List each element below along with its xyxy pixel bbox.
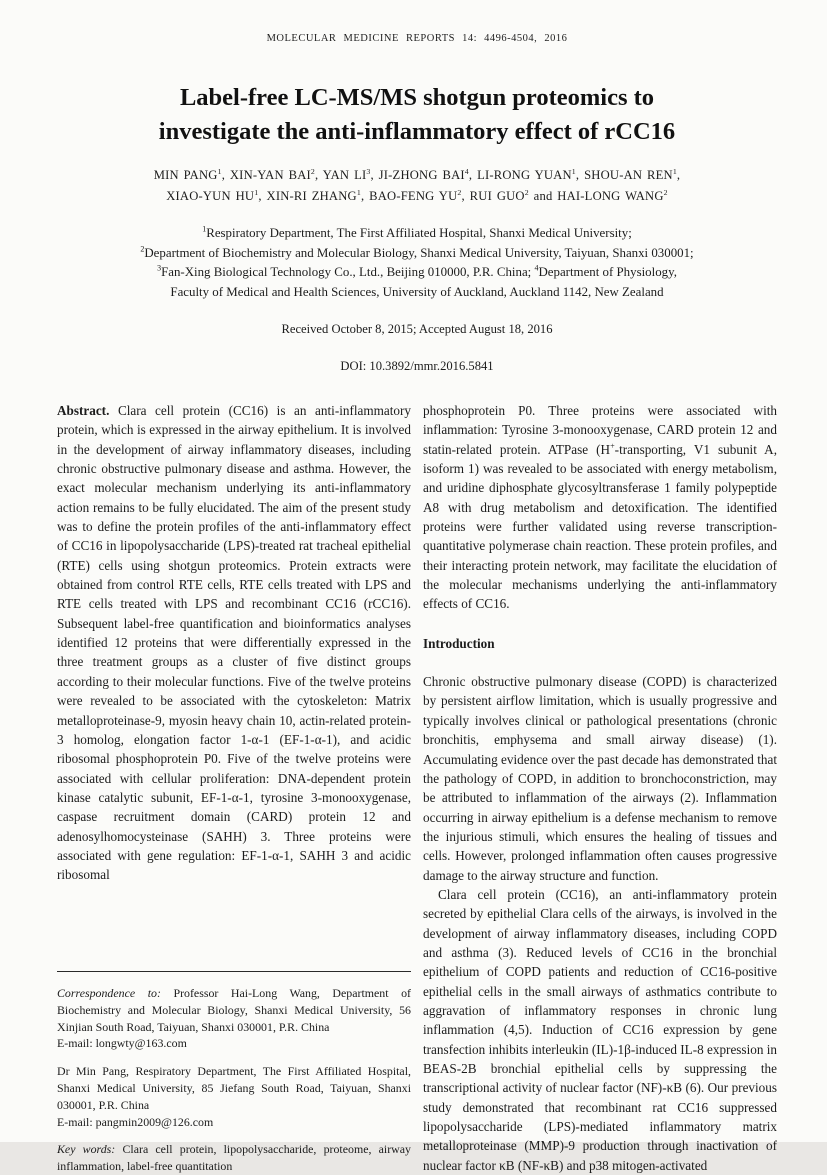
affiliation-line-4: Faculty of Medical and Health Sciences, University of Auckland, Auckland 1142, New Zealand: [170, 284, 664, 299]
introduction-paragraph-1: Chronic obstructive pulmonary disease (COPD) is characterized by persistent airflow limitation, which is usually progressive and typically involves clinical or pathological presentations (chronic bronchitis, emphysema and small airway disease) (1). Accumulating evidence over the past decade has demonstrated that the pathology of COPD, in addition to bronchoconstriction, may be attributed to inflammation of the airways (2). Inflammation occurring in airway epithelium is a defense mechanism to remove the injurious stimuli, which ensures the healing of tissues and cells. However, prolonged inflammation often causes progressive damage to the airway structure and function.: [423, 674, 777, 883]
abstract-left-column: Abstract. Clara cell protein (CC16) is an anti-inflammatory protein, which is expressed in the airway epithelium. It is involved in the development of airway inflammatory diseases, including chronic obstructive pulmonary disease and asthma. However, the exact molecular mechanism underlying its anti-inflammatory action remains to be fully elucidated. The aim of the present study was to define the protein profiles of the anti-inflammatory effect of CC16 in lipopolysaccharide (LPS)-treated rat tracheal epithelial (RTE) cells using shotgun proteomics. Protein extracts were obtained from control RTE cells, RTE cells treated with LPS and RTE cells treated with LPS and recombinant CC16 (rCC16). Subsequent label-free quantification and bioinformatics analyses identified 12 proteins that were differentially expressed in the three treatment groups as a cluster of five distinct groups according to their molecular functions. Five of the twelve proteins were revealed to be associated with the cytoskeleton: Matrix metalloproteinase-9, myosin heavy chain 10, actin-related protein-3 homolog, elongation factor 1-α-1 (EF-1-α-1), and acidic ribosomal phosphoprotein P0. Five of the twelve proteins were associated with cellular proliferation: DNA-dependent protein kinase catalytic subunit, EF-1-α-1, tyrosine 3-monooxygenase, caspase recruitment domain (CARD) protein 12 and adenosylhomocysteinase (SAHH) 3. Three proteins were associated with gene regulation: EF-1-α-1, SAHH 3 and acidic ribosomal: [57, 403, 411, 883]
author-list: [57, 165, 777, 207]
introduction-heading: Introduction: [423, 635, 495, 651]
two-column-body: [57, 401, 777, 1175]
abstract-continuation: phosphoprotein P0. Three proteins were associated with inflammation: Tyrosine 3-monooxygenase, CARD protein 12 and statin-related protein. ATPase (H+-transporting, V1 subunit A, isoform 1) was revealed to be associated with energy metabolism, and uridine diphosphate glycosyltransferase 1 family polypeptide A8 with drug metabolism and detoxification. The identified proteins were further validated using reverse transcription-quantitative polymerase chain reaction. These protein profiles, and their interacting protein network, may facilitate the elucidation of the molecular mechanisms underlying the anti-inflammatory effects of CC16.: [423, 403, 777, 612]
paper-title: [57, 81, 777, 149]
introduction-paragraph-2: Clara cell protein (CC16), an anti-inflammatory protein secreted by epithelial Clara cells of the airways, is involved in the development of airway inflammatory diseases, including COPD and asthma (3). Reduced levels of CC16 in the bronchial epithelium of COPD patients and reduction of CC16-positive epithelial cells in the small airways of asthmatics contribute to aggravation of inflammatory responses in chronic lung inflammation (4,5). Induction of CC16 expression by gene transfection inhibits interleukin (IL)-1β-induced IL-8 expression in BEAS-2B bronchial epithelial cells by suppressing the transcriptional activity of nuclear factor (NF)-κB (6). Our previous study demonstrated that recombinant rat CC16 suppressed lipopolysaccharide (LPS)-mediated inflammatory matrix metalloproteinase (MMP)-9 production through inactivation of nuclear factor κB (NF-κB) and p38 mitogen-activated: [423, 886, 777, 1173]
affiliations: [57, 224, 777, 302]
paper-title-line2: investigate the anti-inflammatory effect of rCC16: [158, 118, 676, 145]
author-line-1: MIN PANG$^1$, XIN-YAN BAI$^2$, YAN $LI^3$, JI-ZHONG BAI$^4$, LI-RONG YUAN$^1$, SHOU-AN REN$^1$,: [153, 166, 681, 182]
paper-title-line1: Label-free LC-MS/MS shotgun proteomics to: [179, 84, 655, 111]
footnote-block: [57, 971, 411, 1175]
correspondence-email-1: E-mail: longwty@163.com: [57, 1036, 187, 1051]
correspondence-email-2: E-mail: pangmin2009@126.com: [57, 1114, 214, 1129]
right-column: [423, 401, 777, 1175]
doi-line: DOI: 10.3892/mmr.2016.5841: [340, 359, 494, 373]
received-accepted: Received October 8, 2015; Accepted August 18, 2016: [281, 322, 553, 336]
affiliation-line-2: $^2$Department of Biochemistry and Molecular Biology, Shanxi Medical University, Taiyuan, Shanxi 030001;: [140, 244, 694, 260]
author-line-2: XIAO-YUN $HU^1$, XIN-RI ZHANG$^1$, BAO-FENG $YU^2$, RUI GUO$^2$ and HAI-LONG WANG$^2$: [166, 187, 668, 203]
correspondence-paragraph-1: Correspondence to: Professor Hai-Long Wang, Department of Biochemistry and Molecular Biology, Shanxi Medical University, 56 Xinjian South Road, Taiyuan, Shanxi 030001, P.R. China: [57, 986, 411, 1034]
journal-header: MOLECULAR MEDICINE REPORTS 14: 4496-4504, 2016: [266, 33, 568, 44]
left-column: [57, 401, 411, 1175]
keywords-paragraph: Key words: Clara cell protein, lipopolysaccharide, proteome, airway inflammation, label-free quantitation: [57, 1142, 411, 1174]
footnote-rule: [57, 971, 411, 972]
affiliation-line-3: $^3$Fan-Xing Biological Technology Co., Ltd., Beijing 010000, P.R. China; $^4$Department of Physiology,: [157, 263, 677, 279]
correspondence-paragraph-2: Dr Min Pang, Respiratory Department, The First Affiliated Hospital, Shanxi Medical University, 85 Jiefang South Road, Taiyuan, Shanxi 030001, P.R. China: [57, 1064, 411, 1112]
affiliation-line-1: $^1$Respiratory Department, The First Affiliated Hospital, Shanxi Medical University;: [202, 224, 632, 240]
